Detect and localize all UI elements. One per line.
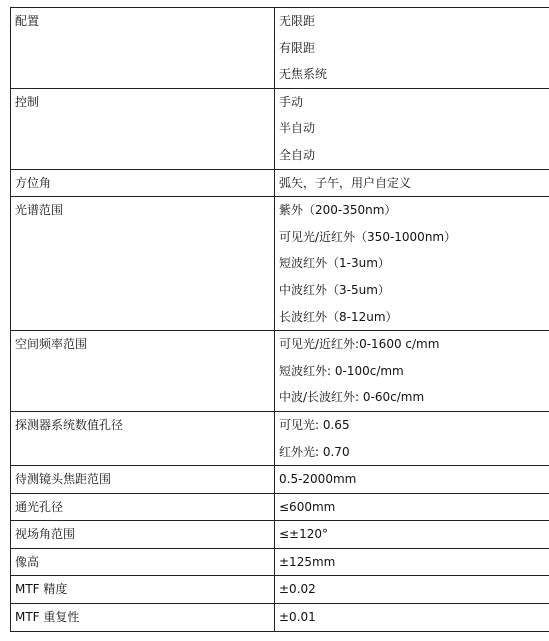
row-label: 空间频率范围 [15, 337, 88, 352]
row-value: 全自动 [279, 147, 316, 162]
row-value: 紫外（200-350nm） [279, 203, 397, 218]
row-value-cell [275, 604, 549, 632]
table-row [11, 604, 549, 632]
row-label: 配置 [15, 14, 40, 28]
row-label: 待测镜头焦距范围 [15, 472, 112, 487]
row-label-cell [11, 411, 275, 465]
table-row [11, 197, 549, 331]
row-value: 短波红外: 0-100c/mm [279, 363, 404, 378]
row-value: 可见光/近红外:0-1600 c/mm [279, 337, 440, 352]
row-label: 通光孔径 [15, 499, 64, 514]
table-row [11, 466, 549, 494]
row-label-cell [11, 604, 275, 632]
row-value: 可见光/近红外（350-1000nm） [279, 229, 457, 244]
row-label: 光谱范围 [15, 203, 64, 218]
row-value-cell [275, 493, 549, 521]
row-value: 0.5-2000mm [279, 472, 357, 487]
row-label: 视场角范围 [15, 527, 76, 542]
row-label-cell [11, 521, 275, 549]
row-value-cell [275, 8, 549, 89]
row-label: 控制 [15, 94, 40, 109]
row-label: 像高 [15, 554, 40, 569]
row-label: MTF 重复性 [15, 610, 80, 625]
row-value: 手动 [279, 94, 304, 109]
row-value: ±0.02 [279, 582, 316, 597]
row-value-cell [275, 576, 549, 604]
row-value-cell [275, 466, 549, 494]
table-row [11, 88, 549, 169]
row-label: 探测器系统数值孔径 [15, 417, 124, 432]
row-value: 无焦系统 [279, 67, 328, 82]
row-label-cell [11, 466, 275, 494]
row-value: ≤600mm [279, 499, 336, 514]
table-row [11, 411, 549, 465]
row-value: 弧矢，子午，用户自定义 [279, 175, 412, 190]
row-value: 长波红外（8-12um） [279, 309, 398, 324]
row-label-cell [11, 169, 275, 197]
table-row [11, 576, 549, 604]
table-row [11, 169, 549, 197]
row-label: 方位角 [15, 175, 52, 190]
row-label-cell [11, 197, 275, 331]
row-value-cell [275, 331, 549, 412]
row-value: 红外光: 0.70 [279, 444, 350, 459]
row-value: ±0.01 [279, 610, 316, 625]
row-label: MTF 精度 [15, 582, 68, 597]
row-label-cell [11, 548, 275, 576]
table-row [11, 493, 549, 521]
row-value: 有限距 [279, 40, 316, 55]
row-label-cell [11, 331, 275, 412]
table-row [11, 548, 549, 576]
row-value: ±125mm [279, 554, 336, 569]
row-label-cell [11, 493, 275, 521]
row-value: 半自动 [279, 121, 316, 136]
spec-table [10, 7, 549, 632]
row-label-cell [11, 8, 275, 89]
table-row [11, 331, 549, 412]
row-label-cell [11, 88, 275, 169]
spec-table-body [11, 8, 549, 632]
row-label-cell [11, 576, 275, 604]
row-value-cell [275, 169, 549, 197]
row-value: 中波/长波红外: 0-60c/mm [279, 390, 425, 405]
row-value-cell [275, 521, 549, 549]
row-value: 无限距 [279, 14, 316, 28]
row-value: ≤±120° [279, 527, 329, 542]
table-row [11, 8, 549, 89]
table-row [11, 521, 549, 549]
row-value: 短波红外（1-3um） [279, 256, 390, 271]
row-value-cell [275, 197, 549, 331]
row-value-cell [275, 88, 549, 169]
row-value: 中波红外（3-5um） [279, 282, 390, 297]
row-value-cell [275, 411, 549, 465]
row-value: 可见光: 0.65 [279, 417, 350, 432]
row-value-cell [275, 548, 549, 576]
